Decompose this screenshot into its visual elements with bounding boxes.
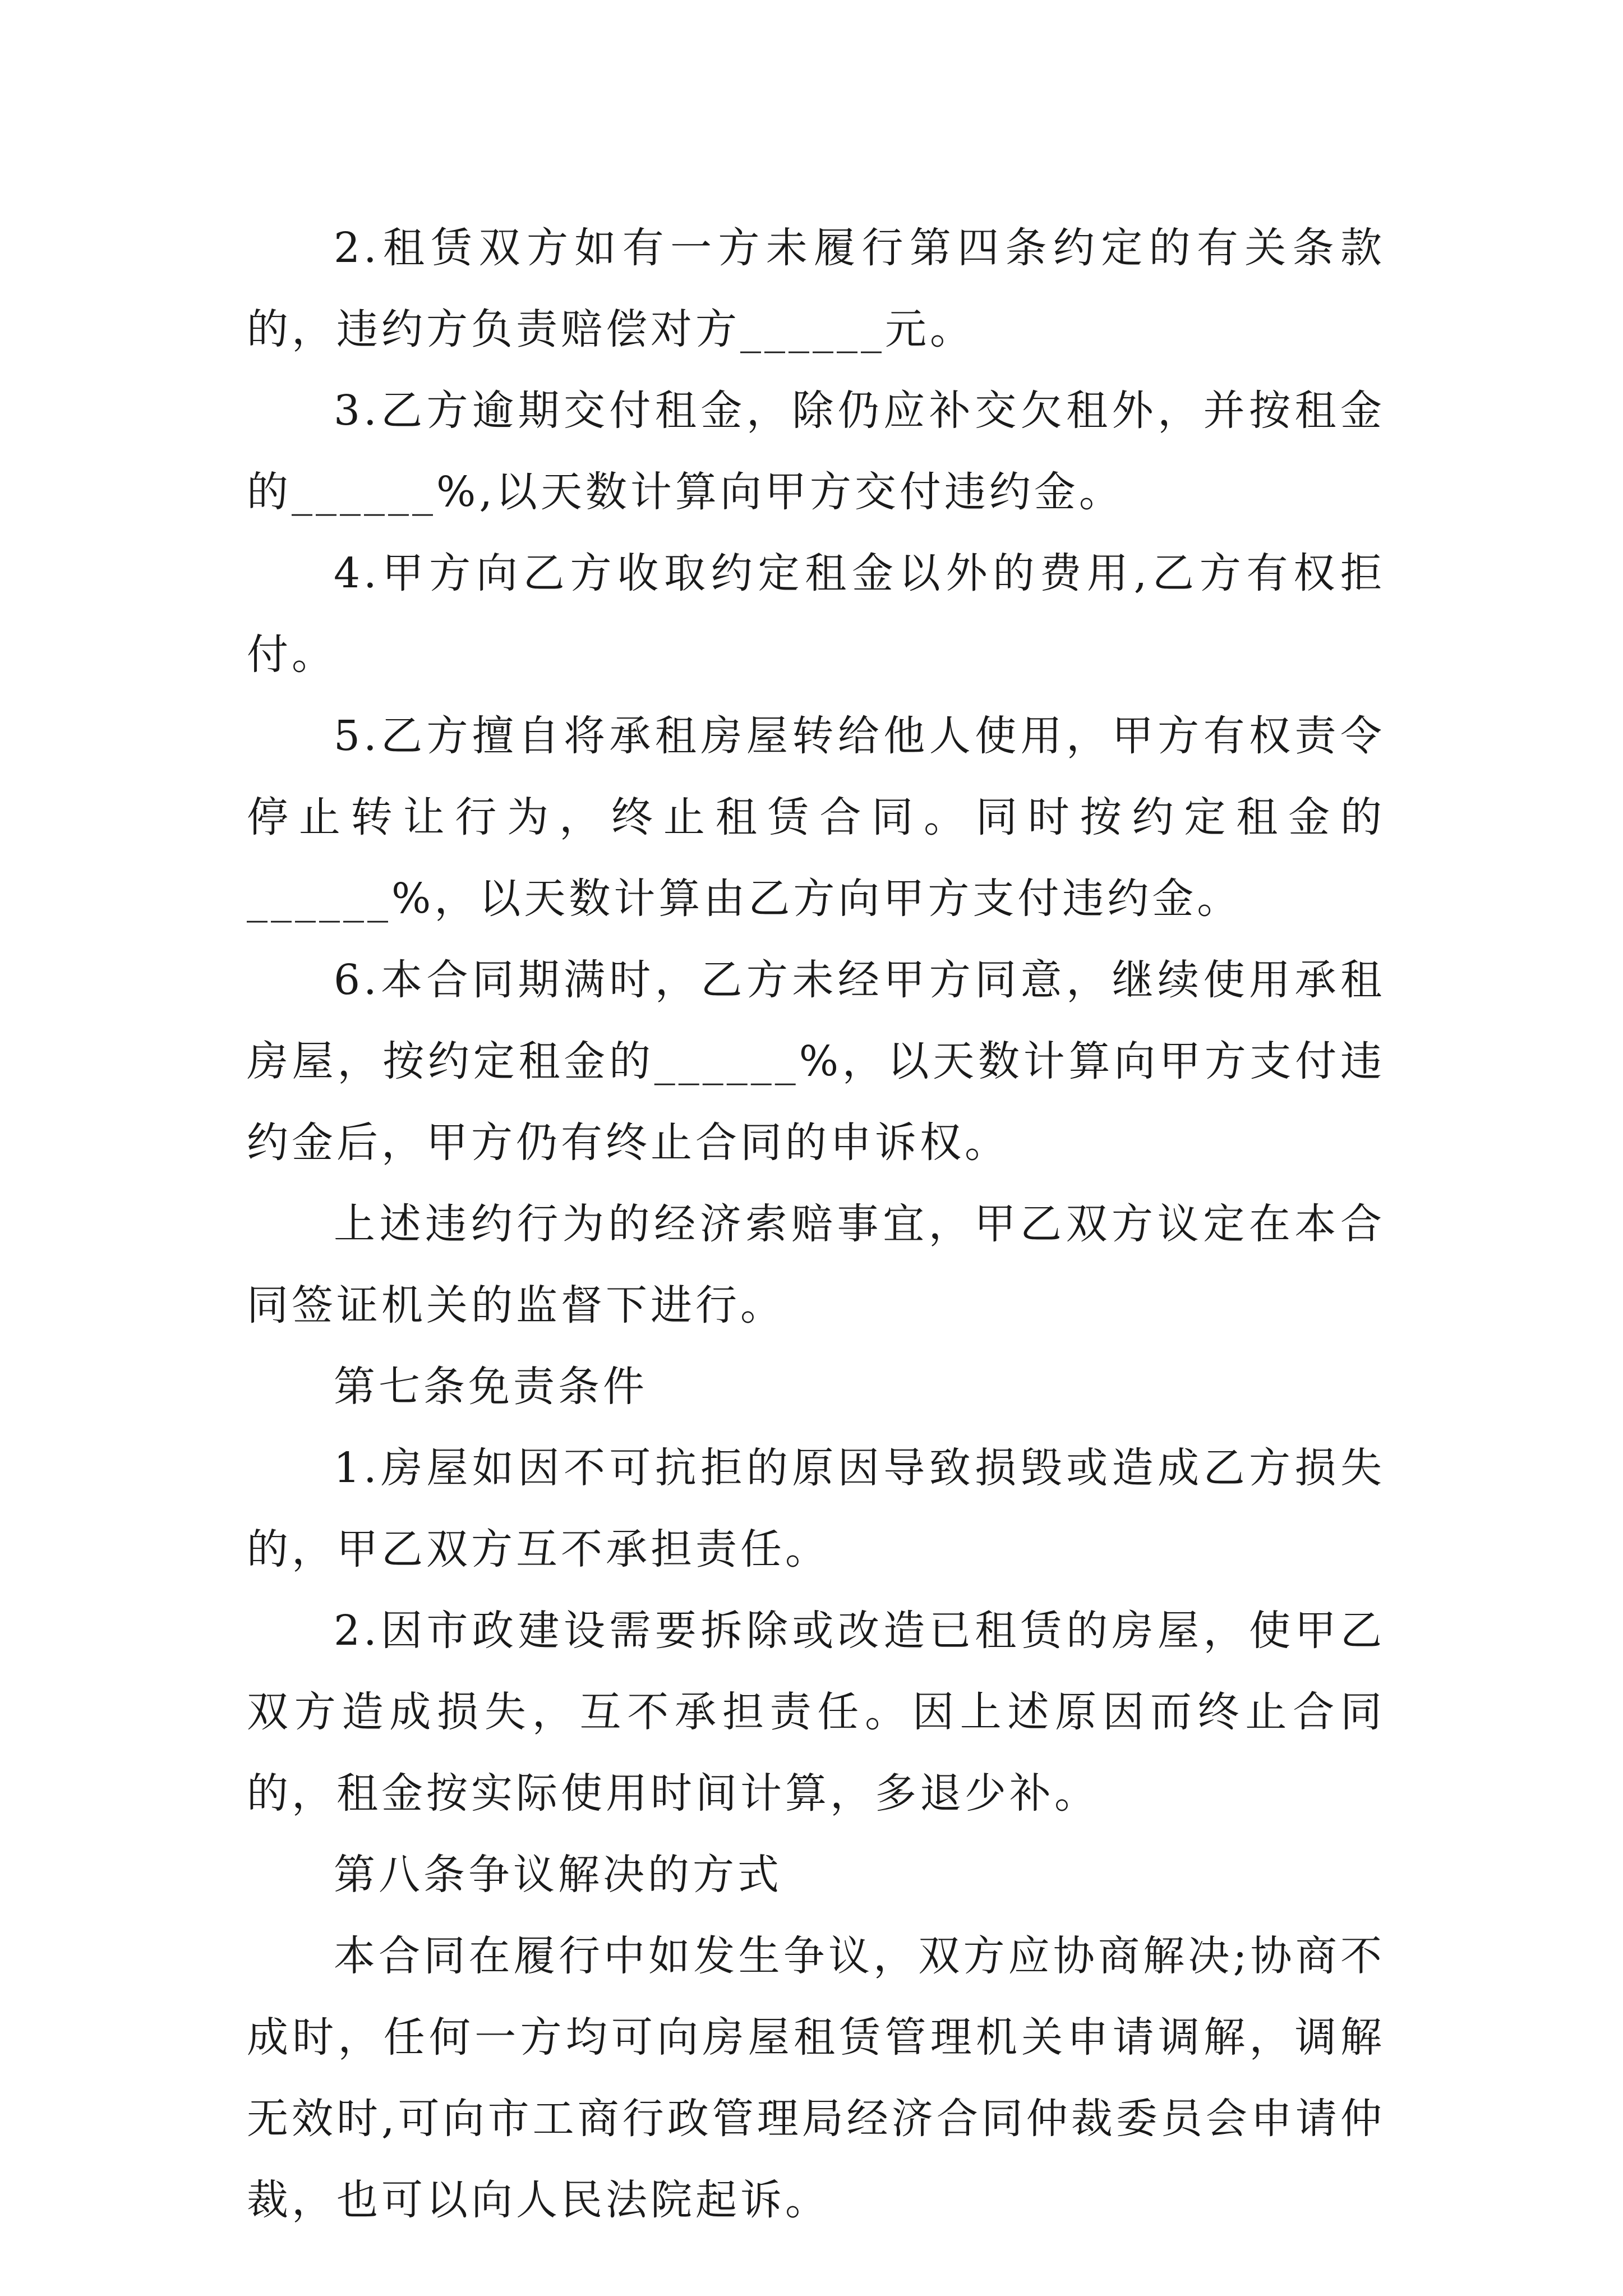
clause-paragraph: 4.甲方向乙方收取约定租金以外的费用,乙方有权拒付。 [247, 549, 1385, 679]
document-body [247, 208, 1385, 2241]
clause-paragraph: 1.房屋如因不可抗拒的原因导致损毁或造成乙方损失的，甲乙双方互不承担责任。 [247, 1444, 1385, 1573]
clause-paragraph: 2.租赁双方如有一方未履行第四条约定的有关条款的，违约方负责赔偿对方______元。 [247, 224, 1385, 353]
section-heading: 第七条免责条件 [334, 1363, 648, 1411]
clause-paragraph: 5.乙方擅自将承租房屋转给他人使用，甲方有权责令停止转让行为，终止租赁合同。同时按约定租金的______%，以天数计算由乙方向甲方支付违约金。 [247, 712, 1385, 923]
clause-paragraph: 本合同在履行中如发生争议，双方应协商解决;协商不成时，任何一方均可向房屋租赁管理机关申请调解，调解无效时,可向市工商行政管理局经济合同仲裁委员会申请仲裁，也可以向人民法院起诉。 [247, 1932, 1385, 2224]
section-heading: 第八条争议解决的方式 [334, 1851, 782, 1899]
clause-paragraph: 3.乙方逾期交付租金，除仍应补交欠租外，并按租金的______%,以天数计算向甲方交付违约金。 [247, 386, 1385, 516]
clause-paragraph: 上述违约行为的经济索赔事宜，甲乙双方议定在本合同签证机关的监督下进行。 [247, 1200, 1385, 1329]
clause-paragraph: 6.本合同期满时，乙方未经甲方同意，继续使用承租房屋，按约定租金的______%，以天数计算向甲方支付违约金后，甲方仍有终止合同的申诉权。 [247, 956, 1385, 1167]
clause-paragraph: 2.因市政建设需要拆除或改造已租赁的房屋，使甲乙双方造成损失，互不承担责任。因上述原因而终止合同的，租金按实际使用时间计算，多退少补。 [247, 1607, 1385, 1818]
